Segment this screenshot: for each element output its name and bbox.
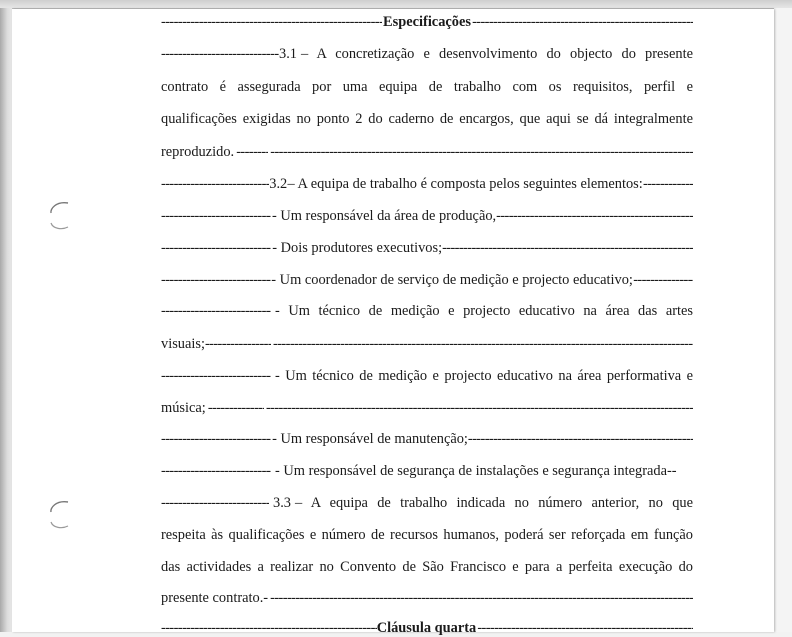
list-item-5-cont: música; ----- -----: [161, 399, 693, 417]
list-item-2: ----- - Dois produtores executivos; -----: [161, 239, 693, 257]
para-3-1-line-1: ----- 3.1 – A concretização e desenvolvimento do objecto do presente: [161, 45, 693, 63]
list-item-6: ----- - Um responsável de manutenção; -----: [161, 430, 693, 448]
para-3-3-line-1: ----- 3.3 – A equipa de trabalho indicada no número anterior, no que: [161, 494, 693, 512]
para-3-3-line-3: das actividades a realizar no Convento de São Francisco e para a perfeita execução do: [161, 559, 693, 575]
para-3-1-line-2: contrato é assegurada por uma equipa de trabalho com os requisitos, perfil e: [161, 79, 693, 95]
list-item-7: ----- - Um responsável de segurança de instalações e segurança integrada--: [161, 462, 693, 480]
para-3-1-line-4: reproduzido. ----- -----: [161, 143, 693, 161]
para-3-2: ----- 3.2 – A equipa de trabalho é composta pelos seguintes elementos: -----: [161, 175, 693, 193]
binder-hole-icon: [48, 199, 70, 233]
viewer-top-bar: [0, 0, 792, 9]
para-3-3-line-2: respeita às qualificações e número de recursos humanos, poderá ser reforçada em função: [161, 527, 693, 543]
heading-especificacoes: [161, 13, 693, 31]
clause-number: 3.2: [269, 176, 288, 192]
para-3-3-line-4: presente contrato.- -----: [161, 589, 693, 607]
list-item-4: ----- - Um técnico de medição e projecto educativo na área das artes: [161, 302, 693, 320]
list-item-4-cont: visuais; ----- -----: [161, 335, 693, 353]
clause-number: 3.1: [279, 46, 297, 62]
clause-number: 3.3: [273, 495, 291, 511]
list-item-1: ----- - Um responsável da área de produção, -----: [161, 207, 693, 225]
section-heading: Cláusula quarta: [376, 620, 477, 636]
viewer-left-edge: [0, 8, 12, 632]
viewer-right-margin: [774, 8, 792, 632]
list-item-3: ----- - Um coordenador de serviço de medição e projecto educativo; -----: [161, 271, 693, 289]
section-heading: Especificações: [383, 14, 471, 30]
para-3-1-line-3: qualificações exigidas no ponto 2 do caderno de encargos, que aqui se dá integralmente: [161, 111, 693, 127]
list-item-5: ----- - Um técnico de medição e projecto educativo na área performativa e: [161, 367, 693, 385]
heading-clausula-quarta: [161, 619, 693, 637]
binder-hole-icon: [48, 498, 70, 532]
